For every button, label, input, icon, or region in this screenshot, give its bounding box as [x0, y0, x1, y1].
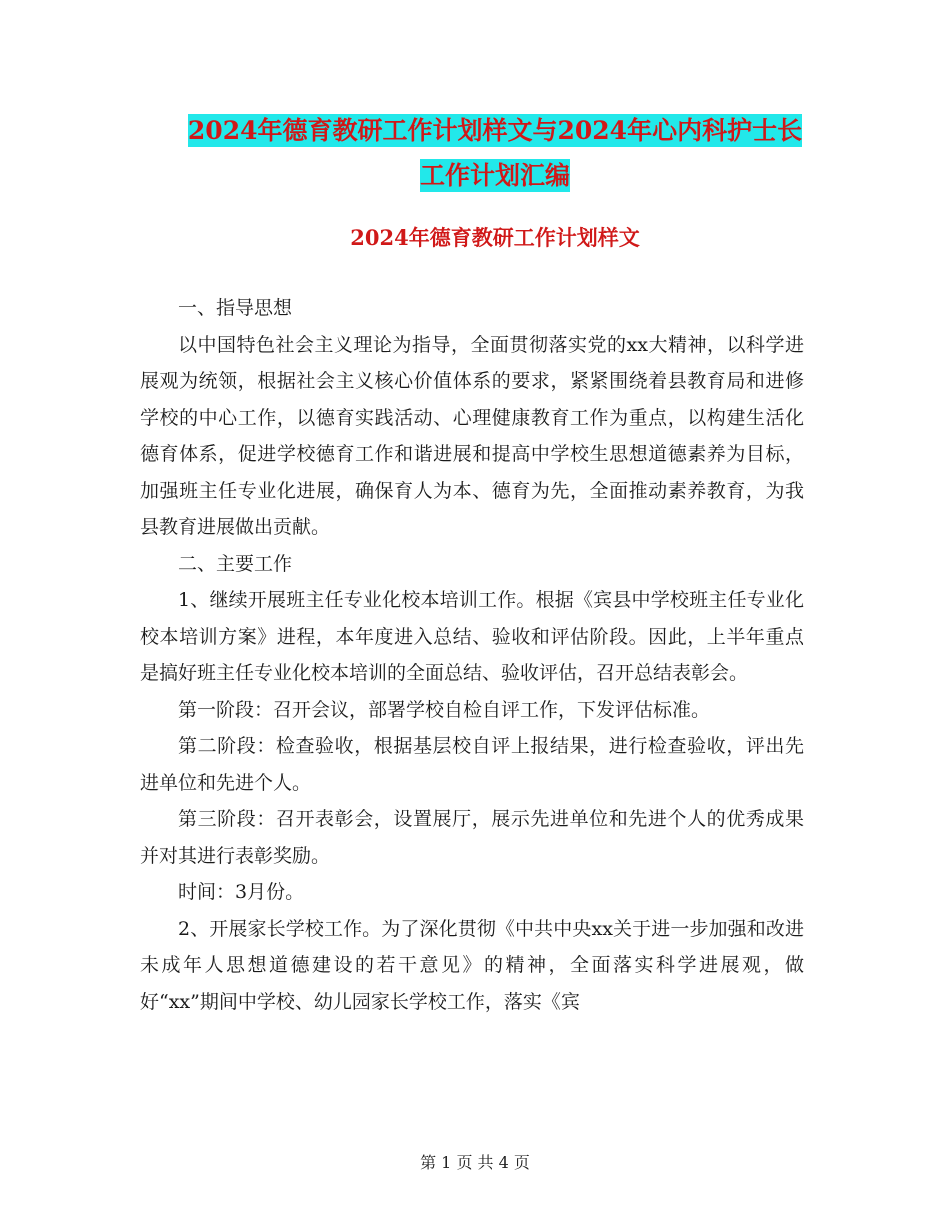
paragraph-item-1: 1、继续开展班主任专业化校本培训工作。根据《宾县中学校班主任专业化校本培训方案》进程，本年度进入总结、验收和评估阶段。因此，上半年重点是搞好班主任专业化校本培训的全面总结、验收评估，召开总结表彰会。 — [140, 589, 804, 684]
title-highlight-1: 2024年德育教研工作计划样文与2024年心内科护士长 — [187, 116, 803, 145]
paragraph-stage-3: 第三阶段：召开表彰会，设置展厅，展示先进单位和先进个人的优秀成果并对其进行表彰奖励。 — [140, 808, 804, 867]
document-title-line-1 — [140, 108, 850, 154]
paragraph-time: 时间：3月份。 — [178, 881, 305, 903]
paragraph-guiding-ideology: 以中国特色社会主义理论为指导，全面贯彻落实党的xx大精神，以科学进展观为统领，根据社会主义核心价值体系的要求，紧紧围绕着县教育局和进修学校的中心工作，以德育实践活动、心理健康教育工作为重点，以构建生活化德育体系，促进学校德育工作和谐进展和提高中学校生思想道德素养为目标，加强班主任专业化进展，确保育人为本、德育为先，全面推动素养教育，为我县教育进展做出贡献。 — [140, 333, 804, 538]
title-highlight-2: 工作计划汇编 — [419, 161, 570, 190]
paragraph-stage-1: 第一阶段：召开会议，部署学校自检自评工作，下发评估标准。 — [178, 698, 711, 721]
section-title: 2024年德育教研工作计划样文 — [350, 225, 640, 250]
body-text — [140, 290, 804, 1020]
paragraph-item-2: 2、开展家长学校工作。为了深化贯彻《中共中央xx关于进一步加强和改进未成年人思想道德建设的若干意见》的精神，全面落实科学进展观，做好“xx”期间中学校、幼儿园家长学校工作，落实《宾 — [140, 917, 804, 1013]
paragraph-stage-2: 第二阶段：检查验收，根据基层校自评上报结果，进行检查验收，评出先进单位和先进个人。 — [140, 735, 804, 794]
document-title-line-2 — [140, 153, 850, 199]
page-footer: 第 1 页 共 4 页 — [420, 1153, 530, 1172]
heading-guiding-ideology: 一、指导思想 — [178, 297, 293, 319]
heading-main-work: 二、主要工作 — [178, 552, 293, 575]
